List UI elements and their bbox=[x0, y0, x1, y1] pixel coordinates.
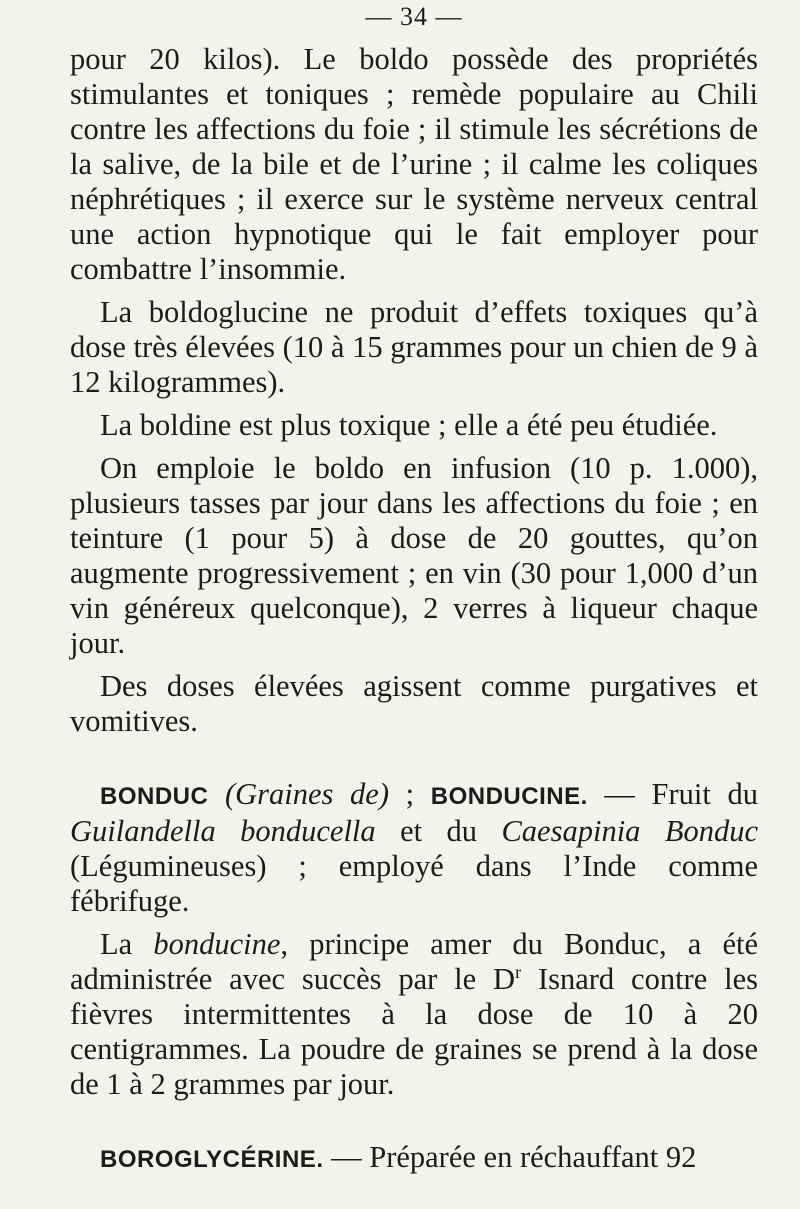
page-number: — 34 — bbox=[365, 2, 463, 31]
boroglycerine-heading: BOROGLYCÉRINE. bbox=[100, 1146, 324, 1173]
bonduc-italic-graines: (Graines de) bbox=[224, 777, 389, 811]
boldo-continuation-paragraph: pour 20 kilos). Le boldo possède des propriétés stimulantes et toniques ; remède populaire au Chili contre les affections du foie ; il stimule les sécrétions de la salive, de la bile et de l’urine ; il calme les coliques néphrétiques ; il exerce sur le système nerveux central une action hypnotique qui le fait employer pour combattre l’insommie. bbox=[70, 42, 758, 286]
high-doses-paragraph: Des doses élevées agissent comme purgatives et vomitives. bbox=[70, 669, 758, 738]
bonducine-heading: BONDUCINE. bbox=[430, 783, 588, 810]
bonducine-italic: bonducine bbox=[153, 927, 281, 961]
dosage-paragraph: On emploie le boldo en infusion (10 p. 1.000), plusieurs tasses par jour dans les affections du foie ; en teinture (1 pour 5) à dose de 20 gouttes, qu’on augmente progressivement ; en vin (30 pour 1,000 d’un vin généreux quelconque), 2 verres à liqueur chaque jour. bbox=[70, 451, 758, 660]
bonducine-paragraph: La bonducine, principe amer du Bonduc, a été administrée avec succès par le $D^r$ Isnard contre les fièvres intermittentes à la dose de 10 à 20 centigrammes. La poudre de graines se prend à la dose de 1 à 2 grammes par jour. bbox=[70, 927, 758, 1101]
species-caesapinia: Caesapinia Bonduc bbox=[501, 814, 759, 848]
boldoglucine-paragraph: La boldoglucine ne produit d’effets toxiques qu’à dose très élevées (10 à 15 grammes pour un chien de 9 à 12 kilogrammes). bbox=[70, 295, 758, 399]
boldine-paragraph: La boldine est plus toxique ; elle a été peu étudiée. bbox=[100, 408, 718, 442]
boroglycerine-entry: BOROGLYCÉRINE. — Préparée en réchauffant 92 bbox=[100, 1140, 697, 1174]
species-guilandella: Guilandella bonducella bbox=[70, 814, 376, 848]
bonduc-entry: BONDUC (Graines de) ; BONDUCINE. — Fruit du Guilandella bonducella et du Caesapinia Bonduc (Légumineuses) ; employé dans l’Inde comme fébrifuge. bbox=[70, 777, 759, 918]
bonduc-heading: BONDUC bbox=[100, 783, 209, 810]
